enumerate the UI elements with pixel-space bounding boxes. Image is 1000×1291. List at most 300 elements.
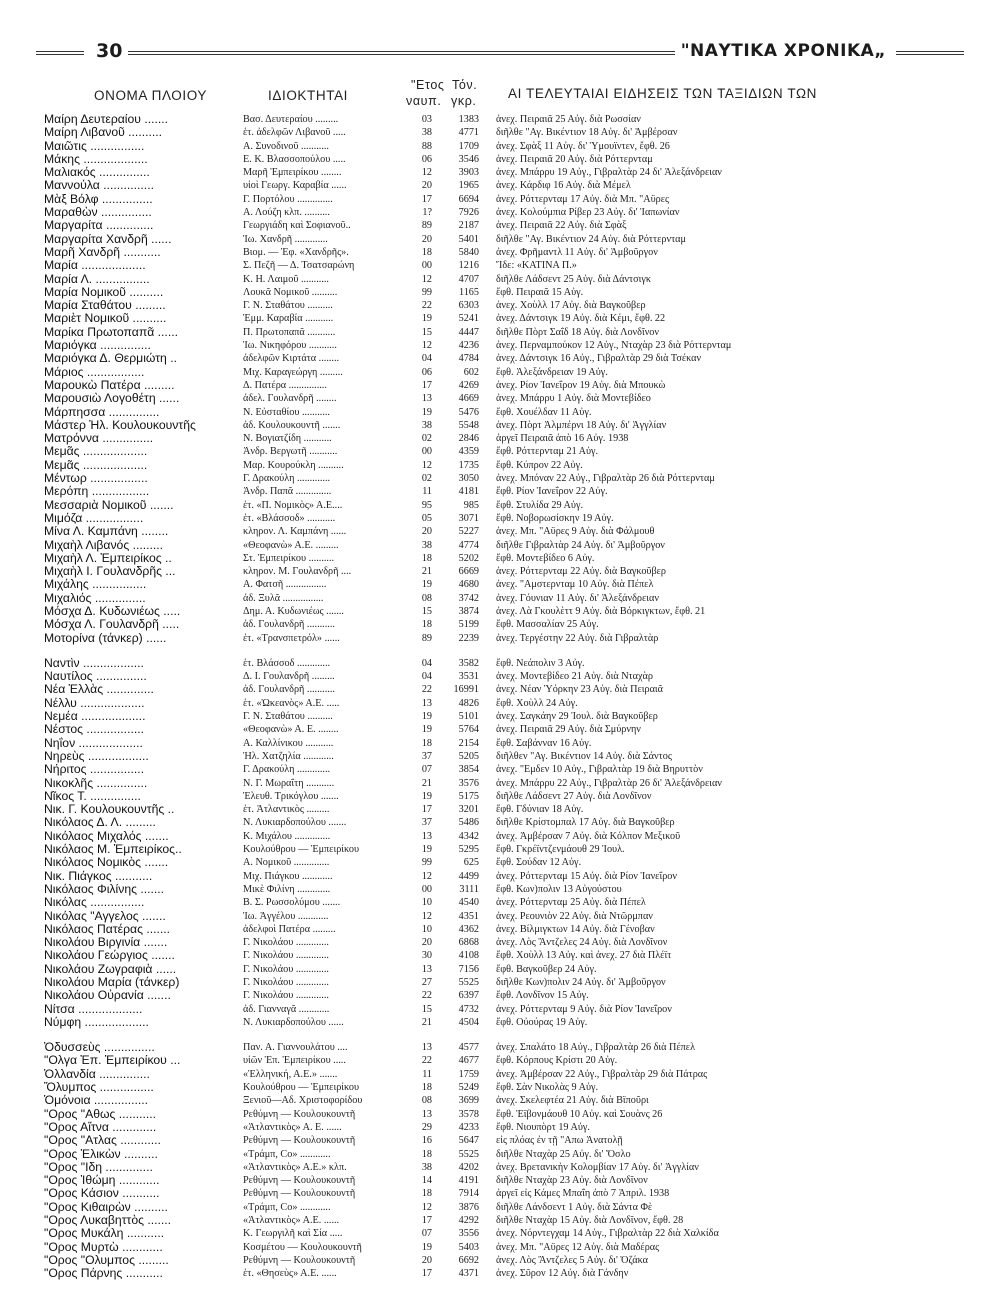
build-year: 19 (421, 711, 432, 723)
voyage-news: ἀνεχ. Χοὺλλ 17 Αὐγ. διὰ Βαγκοῦβερ (496, 300, 646, 312)
table-row (0, 179, 1000, 192)
voyage-news: διῆλθεν "Αγ. Βικέντιον 14 Αὐγ. διὰ Σάντος (496, 750, 672, 762)
gross-tonnage: 1759 (458, 1068, 479, 1080)
voyage-news: ἔφθ. Νιουπὸρτ 19 Αὐγ. (496, 1121, 590, 1133)
owner-name: Γ. Ν. Σταθάτου .......... (243, 711, 333, 723)
ship-name: Νικόλαος Φιλίνης ....... (44, 882, 165, 896)
table-row (0, 830, 1000, 843)
section-gap (0, 1029, 1000, 1041)
owner-name: «Ἀτλαντικὸς» Α.Ε.» κλπ. (243, 1161, 347, 1173)
table-row (0, 657, 1000, 670)
build-year: 19 (421, 790, 432, 802)
table-row (0, 233, 1000, 246)
build-year: 19 (421, 724, 432, 736)
ship-name: Νικόλαος Μιχαλός ....... (44, 829, 169, 843)
section-gap (0, 645, 1000, 657)
ship-name: Μιχαλιός ............... (44, 591, 146, 605)
ship-name: Νικόλαος Δ. Λ. ......... (44, 816, 156, 830)
ship-name: Νηΐον ................... (44, 736, 143, 750)
owner-name: Ἰω. Νικηφόρου ........... (243, 340, 337, 352)
ship-name: Νῖκος Τ. ............... (44, 789, 141, 803)
table-row (0, 923, 1000, 936)
gross-tonnage: 6868 (458, 937, 479, 949)
voyage-news: ἀνεχ. Μπόναν 22 Αὐγ., Γιβραλτὰρ 26 διὰ Ρόττερνταμ (496, 473, 715, 485)
header-tons-top: Τόν. (452, 78, 478, 92)
owner-name: ἑτ. ἀδελφῶν Λιβανοῦ ..... (243, 127, 346, 139)
gross-tonnage: 6669 (458, 566, 479, 578)
build-year: 17 (421, 1215, 432, 1227)
gross-tonnage: 1965 (458, 180, 479, 192)
page-header (36, 40, 964, 68)
table-row (0, 445, 1000, 458)
ship-name: Μαριόγκα Δ. Θερμιώτη .. (44, 352, 177, 366)
owner-name: ἑτ. Βλάσσοδ ............. (243, 657, 331, 669)
voyage-news: ἀνεχ. Φρῆμαντλ 11 Αὐγ. δι' Ἀμβοῦργον (496, 246, 658, 258)
table-row (0, 140, 1000, 153)
owner-name: «Τράμπ, Co» ............ (243, 1148, 331, 1160)
ship-name: Νέα Ἑλλὰς .............. (44, 683, 154, 697)
build-year: 22 (421, 990, 432, 1002)
build-year: 19 (421, 313, 432, 325)
table-row (0, 1003, 1000, 1016)
table-row (0, 273, 1000, 286)
ship-name: Μαιῶτις ................ (44, 139, 145, 153)
ship-name: Μιχαὴλ Λιβανός ......... (44, 538, 164, 552)
ship-name: Μίνα Λ. Καμπάνη ........ (44, 525, 169, 539)
table-row (0, 485, 1000, 498)
ship-name: Μεσσαριὰ Νομικοῦ ....... (44, 498, 174, 512)
table-row (0, 312, 1000, 325)
ship-name: "Ορος Μυκάλη ........... (44, 1227, 165, 1241)
build-year: 14 (421, 1175, 432, 1187)
build-year: 08 (421, 592, 432, 604)
gross-tonnage: 5647 (458, 1135, 479, 1147)
voyage-news: διῆλθε "Αγ. Βικέντιον 18 Αὐγ. δι' Ἀμβέρσαν (496, 127, 678, 139)
voyage-news: ἔφθ. Κύπρον 22 Αὐγ. (496, 459, 583, 471)
table-row (0, 166, 1000, 179)
gross-tonnage: 3876 (458, 1201, 479, 1213)
gross-tonnage: 4707 (458, 273, 479, 285)
build-year: 12 (421, 340, 432, 352)
owner-name: Α. Συνοδινοῦ ........... (243, 140, 329, 152)
build-year: 07 (421, 1228, 432, 1240)
table-row (0, 339, 1000, 352)
table-row (0, 286, 1000, 299)
gross-tonnage: 5101 (458, 711, 479, 723)
build-year: 11 (422, 486, 432, 498)
voyage-news: ἔφθ. Σὰν Νικολὰς 9 Αὐγ. (496, 1082, 599, 1094)
owner-name: Δημ. Α. Κυδωνιέως ....... (243, 605, 344, 617)
gross-tonnage: 5476 (458, 406, 479, 418)
table-row (0, 1081, 1000, 1094)
ship-name: Νικολάου Ζωγραφιὰ ...... (44, 962, 177, 976)
voyage-news: ἀνεχ. Μπάρρυ 22 Αὐγ., Γιβραλτὰρ 26 δι' Ἀλεξάνδρειαν (496, 777, 722, 789)
gross-tonnage: 4371 (458, 1268, 479, 1280)
table-row (0, 670, 1000, 683)
table-row (0, 697, 1000, 710)
table-row (0, 499, 1000, 512)
owner-name: Γ. Νικολάου ............. (243, 977, 329, 988)
voyage-news: διῆλθε Πὸρτ Σαΐδ 18 Αὐγ. διὰ Λονδῖνον (496, 326, 660, 338)
table-row (0, 1054, 1000, 1067)
gross-tonnage: 4669 (458, 393, 479, 405)
ship-name: Μάριος ................. (44, 365, 145, 379)
ship-name: Νήριτος ................ (44, 763, 145, 777)
ship-name: Μαργαρίτα Χανδρῆ ...... (44, 232, 172, 246)
build-year: 30 (421, 950, 432, 962)
table-row (0, 896, 1000, 909)
gross-tonnage: 985 (463, 499, 479, 511)
build-year: 17 (421, 1268, 432, 1280)
table-row (0, 472, 1000, 485)
table-row (0, 949, 1000, 962)
ship-name: "Ορος "Ολυμπος ......... (44, 1253, 169, 1267)
table-row (0, 432, 1000, 445)
ship-name: "Ορος Αἴτνα ............. (44, 1120, 157, 1134)
voyage-news: ἔφθ. Χουέλδαν 11 Αὐγ. (496, 406, 592, 418)
table-row (0, 206, 1000, 219)
gross-tonnage: 1165 (459, 286, 479, 298)
table-row (0, 113, 1000, 126)
build-year: 19 (421, 579, 432, 591)
owner-name: ἀδελφῶν Κιρτάτα ........ (243, 353, 340, 365)
ship-name: Ὁμόνοια ................ (44, 1094, 149, 1108)
gross-tonnage: 7156 (458, 963, 479, 975)
gross-tonnage: 3546 (458, 153, 479, 165)
ship-name: Μαλιακός ............... (44, 166, 150, 180)
table-row (0, 1227, 1000, 1240)
owner-name: ἀδελφοὶ Πατέρα ......... (243, 923, 336, 935)
table-row (0, 618, 1000, 631)
table-row (0, 379, 1000, 392)
ship-name: Μιμόζα ................. (44, 511, 144, 525)
build-year: 13 (421, 1108, 432, 1120)
header-latest-news: ΑΙ ΤΕΛΕΥΤΑΙΑΙ ΕΙΔΗΣΕΙΣ ΤΩΝ ΤΑΞΙΔΙΩΝ ΤΩΝ (508, 86, 818, 101)
gross-tonnage: 602 (463, 366, 479, 378)
ship-name: "Ορος Ἑλικὼν .......... (44, 1147, 158, 1161)
voyage-news: ἔφθ. Νοβορωσίσκην 19 Αὐγ. (496, 512, 614, 524)
table-row (0, 392, 1000, 405)
owner-name: «Ἑλληνική, Α.Ε.» ....... (243, 1068, 338, 1080)
gross-tonnage: 3050 (458, 473, 479, 485)
ship-name: Μαίρη Δευτεραίου ....... (44, 113, 169, 126)
voyage-news: ἀνεχ. Μπ. "Αϋρες 9 Αὐγ. διὰ Φάλμουθ (496, 526, 655, 538)
gross-tonnage: 5840 (458, 246, 479, 258)
voyage-news: ἀνεχ. Ρόττερνταμ 15 Αὐγ. διὰ Ρίον Ἰανεΐρον (496, 870, 677, 882)
voyage-news: ἀνεχ. Σπαλάτο 18 Αὐγ., Γιβραλτὰρ 26 διὰ Πέπελ (496, 1042, 696, 1054)
owner-name: Σ. Πεζῆ — Δ. Τσατσαρώνη (243, 260, 355, 272)
gross-tonnage: 1709 (458, 140, 479, 152)
build-year: 12 (421, 870, 432, 882)
owner-name: Ρεθύμνη — Κουλουκουντῆ (243, 1175, 356, 1187)
owner-name: Ε. Κ. Βλασσοπούλου ..... (243, 153, 346, 165)
ship-name: Μαργαρίτα .............. (44, 219, 154, 233)
table-row (0, 710, 1000, 723)
build-year: 1? (422, 207, 432, 219)
table-row (0, 1121, 1000, 1134)
build-year: 16 (421, 1135, 432, 1147)
voyage-news: ἀνεχ. Ρόττερνταμ 25 Αὐγ. διὰ Πέπελ (496, 897, 646, 909)
ship-name: Ὄλυμπος ................ (44, 1081, 154, 1095)
owner-name: Κουλούθρου — Ἐμπειρίκου (243, 844, 360, 856)
page-number: 30 (96, 40, 123, 62)
table-row (0, 352, 1000, 365)
build-year: 12 (421, 167, 432, 179)
build-year: 19 (421, 844, 432, 856)
build-year: 12 (421, 1201, 432, 1213)
owner-name: ἀδ. Κουλουκουντῆ ....... (243, 419, 341, 431)
voyage-news: ἀνεχ. Ρόττερνταμ 17 Αὐγ. διὰ Μπ. "Αϋρες (496, 193, 670, 205)
build-year: 02 (421, 473, 432, 485)
ship-name: Ὀλλανδία ............... (44, 1067, 150, 1081)
owner-name: Λουκᾶ Νομικοῦ .......... (243, 286, 338, 298)
owner-name: Ἀνδρ. Βεργωτῆ ........... (243, 446, 338, 458)
ship-name: Μιχάλης ................ (44, 578, 147, 592)
owner-name: Μιχ. Καραγεώργη ......... (243, 366, 343, 378)
table-row (0, 126, 1000, 139)
owner-name: Βασ. Δευτεραίου ......... (243, 114, 339, 125)
owner-name: Μαρῆ Ἐμπειρίκου ........ (243, 167, 342, 179)
table-row (0, 459, 1000, 472)
table-row (0, 737, 1000, 750)
gross-tonnage: 5403 (458, 1241, 479, 1253)
ship-name: Μόσχα Δ. Κυδωνιέως ..... (44, 604, 181, 618)
gross-tonnage: 5548 (458, 419, 479, 431)
voyage-news: ἔφθ. Στυλίδα 29 Αὐγ. (496, 499, 584, 511)
ship-name: Μόσχα Λ. Γουλανδρῆ ..... (44, 618, 180, 632)
voyage-news: ἀργεῖ Πειραιᾶ ἀπὸ 16 Αὐγ. 1938 (496, 433, 629, 445)
owner-name: ἑτ. «Ὠκεανὸς» Α.Ε. ..... (243, 697, 340, 709)
ship-name: Μεμᾶς ................... (44, 458, 148, 472)
table-row (0, 246, 1000, 259)
build-year: 15 (421, 605, 432, 617)
ship-name: Μιχαὴλ Λ. Ἐμπειρίκος .. (44, 551, 172, 565)
voyage-news: ἔφθ. Χοὺλλ 13 Αὐγ. καὶ ἀνεχ. 27 διὰ Πλέϊτ (496, 950, 672, 962)
build-year: 17 (421, 379, 432, 391)
gross-tonnage: 4504 (458, 1016, 479, 1028)
ship-name: "Ορος Μυρτὼ ............ (44, 1240, 163, 1254)
build-year: 13 (421, 393, 432, 405)
build-year: 22 (421, 684, 432, 696)
ship-name: Μαραθὼν ............... (44, 206, 152, 220)
voyage-news: ἔφθ. Γκρέϊντζενμάουθ 29 Ἰουλ. (496, 844, 625, 856)
ship-name: Νύμφη ................... (44, 1015, 149, 1029)
ship-name: Μαρίκα Πρωτοπαπᾶ ...... (44, 325, 178, 339)
build-year: 20 (421, 233, 432, 245)
ship-name: "Ορος Κάσιον ........... (44, 1187, 160, 1201)
owner-name: Ν. Λυκιαρδοπούλου ...... (243, 1016, 344, 1028)
header-owners: ΙΔΙΟΚΤΗΤΑΙ (268, 88, 349, 103)
voyage-news: ἀνεχ. Ρίον Ἰανεΐρον 19 Αὐγ. διὰ Μπουκὼ (496, 379, 666, 391)
table-row (0, 723, 1000, 736)
build-year: 11 (422, 1068, 432, 1080)
voyage-news: ἔφθ. Σαβάνναν 16 Αὐγ. (496, 737, 592, 749)
ship-table (0, 113, 1000, 1281)
build-year: 18 (421, 1148, 432, 1160)
ship-name: Ναντὶν .................. (44, 656, 144, 670)
table-row (0, 790, 1000, 803)
voyage-news: ἀνεχ. Κολούμπια Ρίβερ 23 Αὐγ. δι' Ἰαπωνίαν (496, 207, 680, 219)
gross-tonnage: 4351 (458, 910, 479, 922)
owner-name: Ν. Λυκιαρδοπούλου ....... (243, 817, 347, 829)
table-row (0, 512, 1000, 525)
owner-name: ἑτ. «Θησεὺς» Α.Ε. ...... (243, 1268, 337, 1280)
gross-tonnage: 3854 (458, 764, 479, 776)
table-row (0, 406, 1000, 419)
gross-tonnage: 6692 (458, 1254, 479, 1266)
owner-name: Π. Πρωτοπαπᾶ ........... (243, 326, 336, 338)
build-year: 22 (421, 1055, 432, 1067)
voyage-news: διῆλθε Νταχὰρ 15 Αὐγ. διὰ Λονδῖνον, ἔφθ. 28 (496, 1215, 684, 1227)
gross-tonnage: 5202 (458, 552, 479, 564)
table-row (0, 419, 1000, 432)
voyage-news: ἔφθ. Λονδῖνον 15 Αὐγ. (496, 990, 589, 1002)
ship-name: Μιχαὴλ Ι. Γουλανδρῆς ... (44, 565, 176, 579)
owner-name: Ἐλευθ. Τρικόγλου ....... (243, 790, 339, 802)
gross-tonnage: 1383 (458, 114, 479, 125)
voyage-news: ἀνεχ. Σαγκάην 29 Ἰουλ. διὰ Βαγκοῦβερ (496, 711, 658, 723)
table-row (0, 1267, 1000, 1280)
ship-name: "Ορος "Ατλας ............ (44, 1134, 161, 1148)
voyage-news: ἀνεχ. Δάντσιγκ 16 Αὐγ., Γιβραλτὰρ 29 διὰ Τσέκαν (496, 353, 702, 365)
ship-name: Νικολάου Οὐρανία ....... (44, 989, 171, 1003)
table-row (0, 525, 1000, 538)
header-tons-bottom: γκρ. (451, 94, 477, 108)
table-row (0, 326, 1000, 339)
table-row (0, 1201, 1000, 1214)
build-year: 00 (421, 883, 432, 895)
build-year: 95 (421, 499, 432, 511)
voyage-news: ἀνεχ. Περναμπούκον 12 Αὐγ., Νταχὰρ 23 διὰ Ρόττερνταμ (496, 340, 732, 352)
gross-tonnage: 3578 (458, 1108, 479, 1120)
voyage-news: ἀνεχ. Σκελεφτέα 21 Αὐγ. διὰ Βϊποῦρι (496, 1095, 649, 1107)
owner-name: Γεωργιάδη καὶ Σοφιανοῦ.. (243, 220, 351, 232)
table-row (0, 683, 1000, 696)
voyage-news: ἔφθ. Ρόττερνταμ 21 Αὐγ. (496, 446, 599, 458)
build-year: 20 (421, 180, 432, 192)
owner-name: Γ. Νικολάου ............. (243, 990, 329, 1002)
voyage-news: ἀνεχ. Ρόττερνταμ 9 Αὐγ. διὰ Ρίον Ἰανεΐρον (496, 1003, 672, 1015)
table-row (0, 153, 1000, 166)
table-row (0, 963, 1000, 976)
gross-tonnage: 2239 (458, 632, 479, 644)
owner-name: Α. Λούζη κλπ. .......... (243, 207, 330, 219)
ship-name: "Ολγα Ἐπ. Ἐμπειρίκου ... (44, 1054, 181, 1068)
voyage-news: ἔφθ. Σούδαν 12 Αὐγ. (496, 857, 582, 869)
gross-tonnage: 4784 (458, 353, 479, 365)
table-row (0, 1094, 1000, 1107)
gross-tonnage: 6694 (458, 193, 479, 205)
ship-name: "Ορος "Ιδη .............. (44, 1160, 153, 1174)
build-year: 12 (421, 459, 432, 471)
build-year: 88 (421, 140, 432, 152)
owner-name: Ἰω. Ἀγγέλου ............ (243, 910, 329, 922)
build-year: 04 (421, 657, 432, 669)
voyage-news: εἰς πλόας ἐν τῇ "Απω Ἀνατολῇ (496, 1135, 623, 1147)
gross-tonnage: 5401 (458, 233, 479, 245)
owner-name: Ν. Βογιατζίδη ........... (243, 433, 332, 445)
gross-tonnage: 3874 (458, 605, 479, 617)
build-year: 37 (421, 750, 432, 762)
gross-tonnage: 3531 (458, 671, 479, 683)
voyage-news: διῆλθε Γιβραλτὰρ 24 Αὐγ. δι' Ἀμβοῦργον (496, 539, 665, 551)
voyage-news: ἀνεχ. Ρόττερνταμ 22 Αὐγ. διὰ Βαγκοῦβερ (496, 566, 667, 578)
owner-name: Μιχ. Πιάγκου ............ (243, 870, 333, 882)
build-year: 17 (421, 193, 432, 205)
voyage-news: ἀνεχ. Μπάρρυ 1 Αὐγ. διὰ Μοντεβίδεο (496, 393, 651, 405)
table-row (0, 1148, 1000, 1161)
build-year: 17 (421, 804, 432, 816)
ship-name: Νέλλυ ................... (44, 696, 145, 710)
build-year: 19 (421, 406, 432, 418)
owner-name: ἀδ. Ξυλᾶ ................ (243, 592, 324, 604)
voyage-news: ἀνεχ. Ἀμβέρσαν 22 Αὐγ., Γιβραλτὰρ 29 διὰ Πάτρας (496, 1068, 708, 1080)
voyage-news: ἀνεχ. Μπάρρυ 19 Αὐγ., Γιβραλτὰρ 24 δι' Ἀλεξάνδρειαν (496, 167, 722, 179)
build-year: 21 (421, 777, 432, 789)
voyage-news: ἔφθ. Ἐϊβονμάουθ 10 Αὐγ. καὶ Σουὰνς 26 (496, 1108, 663, 1120)
build-year: 19 (421, 1241, 432, 1253)
owner-name: Μικὲ Φιλίνη ............. (243, 883, 331, 895)
gross-tonnage: 1735 (458, 459, 479, 471)
gross-tonnage: 1216 (458, 260, 479, 272)
build-year: 29 (421, 1121, 432, 1133)
ship-name: Μάρπησσα ............... (44, 405, 160, 419)
gross-tonnage: 2187 (458, 220, 479, 232)
build-year: 27 (421, 977, 432, 988)
table-row (0, 259, 1000, 272)
header-year-bottom: ναυπ. (406, 94, 442, 108)
table-row (0, 366, 1000, 379)
table-row (0, 1174, 1000, 1187)
build-year: 03 (421, 114, 432, 125)
ship-name: Μάστερ Ἡλ. Κουλουκουντῆς (44, 418, 196, 432)
owner-name: Κουλούθρου — Ἐμπειρίκου (243, 1082, 360, 1094)
owner-name: Στ. Ἐμπειρίκου .......... (243, 552, 335, 564)
voyage-news: ἀνεχ. Δάντσιγκ 19 Αὐγ. διὰ Κέμι, ἔφθ. 22 (496, 313, 666, 325)
gross-tonnage: 4292 (458, 1215, 479, 1227)
table-row (0, 632, 1000, 645)
table-row (0, 1016, 1000, 1029)
table-row (0, 856, 1000, 869)
ship-name: Νικολάου Βιργινία ....... (44, 936, 168, 950)
ship-name: Νικόλας "Αγγελος ....... (44, 909, 166, 923)
voyage-news: ἀνεχ. Πειραιᾶ 20 Αὐγ. διὰ Ρόττερνταμ (496, 153, 653, 165)
voyage-news: Ἴδε: «ΚΑΤΙΝΑ Π.» (496, 260, 577, 272)
header-rule-right (896, 51, 964, 55)
voyage-news: ἀνεχ. Πὸρτ Ἀλμπέρνι 18 Αὐγ. δι' Ἀγγλίαν (496, 419, 667, 431)
ship-name: Μαρία Σταθάτου ......... (44, 299, 166, 313)
owner-name: Γ. Νικολάου ............. (243, 937, 329, 949)
voyage-news: ἔφθ. Χοὺλλ 24 Αὐγ. (496, 697, 578, 709)
table-row (0, 870, 1000, 883)
owner-name: Β. Σ. Ρωσσολύμου ....... (243, 897, 341, 909)
owner-name: «Τράμπ, Co» ............ (243, 1201, 331, 1213)
owner-name: ἀδ. Γουλανδρῆ ........... (243, 684, 335, 696)
owner-name: Ρεθύμνη — Κουλουκουντῆ (243, 1254, 356, 1266)
gross-tonnage: 4269 (458, 379, 479, 391)
ship-name: "Ορος Κιθαιρὼν .......... (44, 1200, 168, 1214)
build-year: 10 (421, 897, 432, 909)
header-rule-middle (128, 51, 688, 55)
owner-name: ἑτ. Ἀτλαντικὸς ......... (243, 804, 330, 816)
table-row (0, 299, 1000, 312)
ship-name: Μαρία ................... (44, 259, 146, 273)
table-row (0, 989, 1000, 1002)
header-rule-left (36, 51, 84, 55)
gross-tonnage: 5525 (458, 1148, 479, 1160)
build-year: 21 (421, 566, 432, 578)
ship-name: Μαρουκὼ Πατέρα ......... (44, 378, 175, 392)
